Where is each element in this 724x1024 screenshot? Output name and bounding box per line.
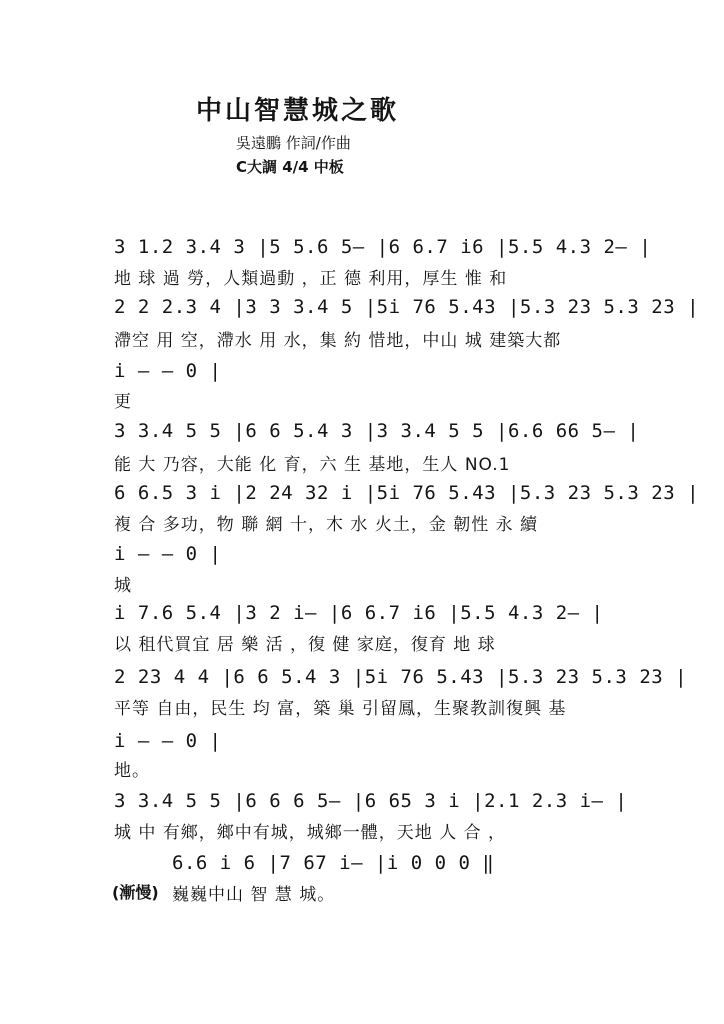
notation-line-10: 3 3.4 5 5 |6 6 6 5— |6 65 3 i |2.1 2.3 i— | bbox=[114, 790, 628, 812]
notation-line-4: 3 3.4 5 5 |6 6 5.4 3 |3 3.4 5 5 |6.6 66 5— | bbox=[114, 420, 640, 442]
tempo-marking: (漸慢) bbox=[112, 883, 159, 902]
key-signature: C大調 4/4 中板 bbox=[236, 158, 344, 176]
lyrics-line-5: 複 合 多功，物 聯 網 十，木 水 火土，金 韌性 永 續 bbox=[114, 515, 539, 535]
lyrics-line-4: 能 大 乃容，大能 化 育，六 生 基地，生人 NO.1 bbox=[114, 455, 511, 475]
song-title: 中山智慧城之歌 bbox=[196, 96, 400, 126]
lyrics-line-3: 更 bbox=[114, 392, 132, 412]
composer-credit: 吳遠鵬 作詞/作曲 bbox=[236, 134, 351, 152]
lyrics-line-8: 平等 自由，民生 均 富，築 巢 引留鳳，生聚教訓復興 基 bbox=[114, 699, 567, 719]
lyrics-line-6: 城 bbox=[114, 576, 132, 596]
notation-line-11: 6.6 i 6 |7 67 i— |i 0 0 0 ‖ bbox=[172, 852, 495, 874]
notation-line-3: i — — 0 | bbox=[114, 360, 222, 382]
notation-line-1: 3 1.2 3.4 3 |5 5.6 5— |6 6.7 i6 |5.5 4.3 2— | bbox=[114, 236, 652, 258]
lyrics-line-9: 地。 bbox=[114, 761, 150, 781]
notation-line-9: i — — 0 | bbox=[114, 730, 222, 752]
notation-line-2: 2 2 2.3 4 |3 3 3.4 5 |5i 76 5.43 |5.3 23 5.3 23 | bbox=[114, 296, 700, 318]
lyrics-line-2: 滯空 用 空，滯水 用 水，集 約 惜地，中山 城 建築大都 bbox=[114, 331, 562, 351]
notation-line-5: 6 6.5 3 i |2 24 32 i |5i 76 5.43 |5.3 23 5.3 23 | bbox=[114, 482, 700, 504]
notation-line-8: 2 23 4 4 |6 6 5.4 3 |5i 76 5.43 |5.3 23 5.3 23 | bbox=[114, 666, 688, 688]
notation-line-6: i — — 0 | bbox=[114, 543, 222, 565]
lyrics-line-10: 城 中 有鄉，鄉中有城，城鄉一體，天地 人 合 ， bbox=[114, 823, 507, 843]
lyrics-line-1: 地 球 過 勞，人類過動 ，正 德 利用，厚生 惟 和 bbox=[114, 269, 508, 289]
lyrics-line-7: 以 租代買宜 居 樂 活 ，復 健 家庭，復育 地 球 bbox=[114, 635, 496, 655]
lyrics-line-11: 巍巍中山 智 慧 城。 bbox=[172, 885, 336, 905]
notation-line-7: i 7.6 5.4 |3 2 i— |6 6.7 i6 |5.5 4.3 2— | bbox=[114, 602, 604, 624]
